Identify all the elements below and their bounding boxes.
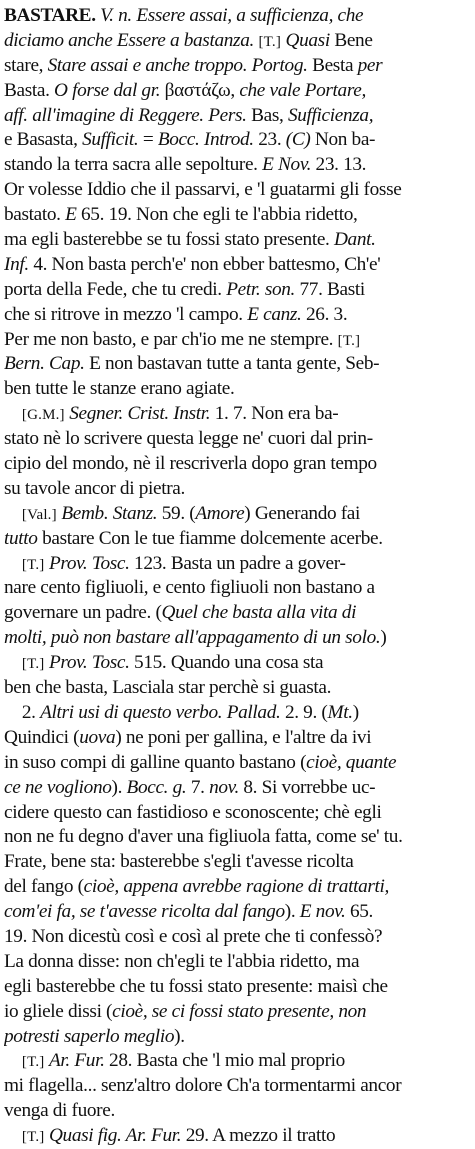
italic-text: per	[357, 54, 383, 76]
text-line	[4, 527, 470, 552]
text-line	[4, 825, 470, 850]
italic-text: Prov. Tosc.	[48, 552, 130, 574]
italic-text: cioè, quante	[306, 751, 397, 773]
text-run: Basta.	[4, 79, 55, 101]
text-run: Non ba-	[310, 129, 376, 151]
text-run: bastare Con le tue fiamme dolcemente acerbe.	[37, 527, 383, 549]
text-line	[4, 402, 470, 427]
text-line	[4, 29, 470, 54]
italic-text: Bocc. Introd.	[157, 129, 254, 151]
text-run: in suso compi di galline quanto bastano (	[4, 751, 307, 773]
text-run: βαστάζω,	[160, 79, 240, 101]
text-line	[4, 776, 470, 801]
italic-text: ce ne vogliono	[4, 776, 112, 798]
text-run: Bene	[329, 29, 373, 51]
text-run: La donna disse: non ch'egli te l'abbia ridetto, ma	[4, 950, 360, 972]
text-run	[4, 403, 22, 424]
text-line	[4, 104, 470, 129]
text-line	[4, 427, 470, 452]
text-run: 7.	[186, 776, 210, 798]
text-run: 26. 3.	[301, 303, 348, 325]
text-line	[4, 900, 470, 925]
text-run	[4, 1125, 22, 1146]
text-line	[4, 925, 470, 950]
text-line	[4, 477, 470, 502]
text-line	[4, 278, 470, 303]
text-line	[4, 328, 470, 353]
text-run: ben tutte le stanze erano agiate.	[4, 378, 235, 400]
text-line	[4, 1025, 470, 1050]
italic-text: (C)	[285, 129, 311, 151]
italic-text: Mt.	[327, 701, 353, 723]
italic-text: cioè, se ci fossi stato presente, non	[112, 1000, 367, 1022]
text-line	[4, 726, 470, 751]
text-run: 1. 7. Non era ba-	[210, 403, 339, 425]
text-run: 77. Basti	[295, 278, 365, 300]
text-run: che si ritrove in mezzo 'l campo.	[4, 303, 248, 325]
source-tag: [T.]	[337, 332, 361, 349]
text-line	[4, 502, 470, 527]
text-run: =	[138, 129, 158, 151]
text-run: del fango (	[4, 876, 84, 898]
text-run: ) Generando fai	[244, 502, 361, 524]
text-run: 8. Si vorrebbe uc-	[238, 776, 376, 798]
text-run: venga di fuore.	[4, 1100, 115, 1122]
text-line	[4, 1000, 470, 1025]
text-run: Bas,	[246, 104, 288, 126]
italic-text: Segner. Crist. Instr.	[69, 403, 211, 425]
text-run: non ne fu degno d'aver una figliuola fatta, come se' tu.	[4, 826, 403, 848]
text-run: ma egli basterebbe se tu fossi stato presente.	[4, 229, 334, 251]
text-line	[4, 601, 470, 626]
dictionary-entry-page	[4, 4, 470, 1149]
italic-text: uova	[79, 726, 116, 748]
source-tag: [T.]	[21, 1129, 45, 1146]
text-run: Per me non basto, e par ch'io me ne stempre.	[4, 328, 338, 350]
italic-text: cioè, appena avrebbe ragione di trattarti,	[83, 876, 390, 898]
text-line	[4, 950, 470, 975]
text-run: 123. Basta un padre a gover-	[129, 552, 346, 574]
text-run	[4, 553, 22, 574]
text-run: 65.	[345, 901, 374, 923]
text-line	[4, 1099, 470, 1124]
headword: BASTARE.	[4, 5, 96, 26]
text-run: 515. Quando una cosa sta	[129, 652, 324, 674]
italic-text: V.	[100, 5, 114, 26]
text-run: Or volesse Iddio che il passarvi, e 'l guatarmi gli fosse	[4, 179, 402, 201]
text-line	[4, 452, 470, 477]
text-run: stando la terra sacra alle sepolture.	[4, 154, 263, 176]
italic-text: Sufficit.	[82, 129, 139, 151]
italic-text: tutto	[4, 527, 38, 549]
italic-text: E nov.	[299, 901, 346, 923]
text-run: nare cento figliuoli, e cento figliuoli non bastano a	[4, 577, 375, 599]
text-run: 59. (	[157, 502, 196, 524]
text-run: Frate, bene sta: basterebbe s'egli t'avesse ricolta	[4, 851, 354, 873]
text-run: ).	[174, 1025, 185, 1047]
text-line	[4, 1074, 470, 1099]
text-line	[4, 128, 470, 153]
text-line	[4, 178, 470, 203]
source-tag: [G.M.]	[21, 407, 65, 424]
italic-text: nov.	[209, 776, 239, 798]
text-run: mi flagella... senz'altro dolore Ch'a tormentarmi ancor	[4, 1075, 402, 1097]
text-run: ).	[284, 901, 300, 923]
italic-text: Quasi fig. Ar. Fur.	[48, 1125, 182, 1147]
text-line	[4, 701, 470, 726]
text-run: e Basasta,	[4, 129, 83, 151]
text-line	[4, 153, 470, 178]
italic-text: Dant.	[333, 229, 376, 251]
italic-text: Sufficienza,	[287, 104, 374, 126]
text-run: 2. 9. (	[280, 701, 328, 723]
italic-text: Prov. Tosc.	[48, 652, 130, 674]
source-tag: [T.]	[21, 556, 45, 573]
text-run: ben che basta, Lasciala star perchè si guasta.	[4, 677, 332, 699]
italic-text: diciamo anche Essere a bastanza.	[4, 29, 254, 51]
italic-text: Bocc. g.	[126, 776, 187, 798]
text-run: 2.	[4, 701, 41, 723]
text-run: su tavole ancor di pietra.	[4, 477, 185, 499]
italic-text: molti, può non bastare all'appagamento di un solo.	[4, 627, 381, 649]
text-run: io gliele dissi (	[4, 1000, 113, 1022]
text-run	[4, 652, 22, 673]
text-run: 19. Non dicestù così e così al prete che ti confessò?	[4, 925, 383, 947]
italic-text: Petr. son.	[226, 278, 296, 300]
text-run: 23. 13.	[311, 154, 367, 176]
italic-text: Quasi	[285, 29, 330, 51]
italic-text: Inf.	[4, 253, 29, 275]
text-line	[4, 875, 470, 900]
text-run: 28. Basta che 'l mio mal proprio	[104, 1050, 345, 1072]
italic-text: n.	[118, 5, 132, 26]
text-run: 4. Non basta perch'e' non ebber battesmo, Ch'e'	[28, 253, 381, 275]
text-run: 29. A mezzo il tratto	[181, 1125, 336, 1147]
text-run: E non bastavan tutte a tanta gente, Seb-	[84, 353, 380, 375]
text-run: stato nè lo scrivere questa legge ne' cuori dal prin-	[4, 428, 373, 450]
text-run	[4, 1050, 22, 1071]
italic-text: com'ei fa, se t'avesse ricolta dal fango	[4, 901, 285, 923]
text-line	[4, 228, 470, 253]
text-line	[4, 975, 470, 1000]
text-line	[4, 850, 470, 875]
text-line	[4, 801, 470, 826]
italic-text: E	[65, 204, 77, 226]
text-line	[4, 1049, 470, 1074]
text-run: Besta	[307, 54, 358, 76]
text-line	[4, 203, 470, 228]
italic-text: E canz.	[247, 303, 302, 325]
text-run: 65. 19. Non che egli te l'abbia ridetto,	[76, 204, 358, 226]
text-run: egli basterebbe che tu fossi stato presente: maisì che	[4, 975, 388, 997]
text-run: )	[352, 701, 359, 723]
text-line	[4, 552, 470, 577]
italic-text: Bemb. Stanz.	[61, 502, 158, 524]
text-run: 23.	[253, 129, 286, 151]
text-run: cipio del mondo, nè il rescriverla dopo gran tempo	[4, 453, 377, 475]
italic-text: Portog.	[251, 54, 308, 76]
text-line	[4, 676, 470, 701]
text-line	[4, 253, 470, 278]
italic-text: aff. all'imagine di Reggere. Pers.	[4, 104, 247, 126]
text-line	[4, 1124, 470, 1149]
source-tag: [T.]	[21, 656, 45, 673]
italic-text: Essere assai, a sufficienza, che	[136, 5, 364, 26]
italic-text: Ar. Fur.	[48, 1050, 105, 1072]
text-run: stare,	[4, 54, 48, 76]
text-line	[4, 576, 470, 601]
text-line	[4, 651, 470, 676]
text-line	[4, 303, 470, 328]
text-line	[4, 377, 470, 402]
text-run	[4, 503, 22, 524]
text-line	[4, 751, 470, 776]
source-tag: [T.]	[21, 1054, 45, 1071]
text-line	[4, 79, 470, 104]
italic-text: Amore	[195, 502, 245, 524]
text-run: bastato.	[4, 204, 66, 226]
italic-text: che vale Portare,	[239, 79, 366, 101]
text-run: )	[380, 627, 387, 649]
italic-text: Stare assai e anche troppo.	[47, 54, 248, 76]
italic-text: Bern. Cap.	[4, 353, 85, 375]
italic-text: O forse dal gr.	[54, 79, 161, 101]
text-run: ).	[111, 776, 127, 798]
text-run: Quindici (	[4, 726, 80, 748]
source-tag: [Val.]	[21, 506, 57, 523]
source-tag: [T.]	[258, 33, 282, 50]
italic-text: Quel che basta alla vita di	[161, 602, 357, 624]
text-line	[4, 54, 470, 79]
italic-text: potresti saperlo meglio	[4, 1025, 175, 1047]
text-line	[4, 626, 470, 651]
text-line	[4, 352, 470, 377]
italic-text: E Nov.	[262, 154, 312, 176]
text-run: cidere questo can fastidioso e sconoscente; chè egli	[4, 801, 382, 823]
italic-text: Altri usi di questo verbo. Pallad.	[40, 701, 281, 723]
text-run: ) ne poni per gallina, e l'altre da ivi	[115, 726, 372, 748]
text-run: governare un padre. (	[4, 602, 162, 624]
text-line	[4, 4, 470, 29]
text-run: porta della Fede, che tu credi.	[4, 278, 227, 300]
